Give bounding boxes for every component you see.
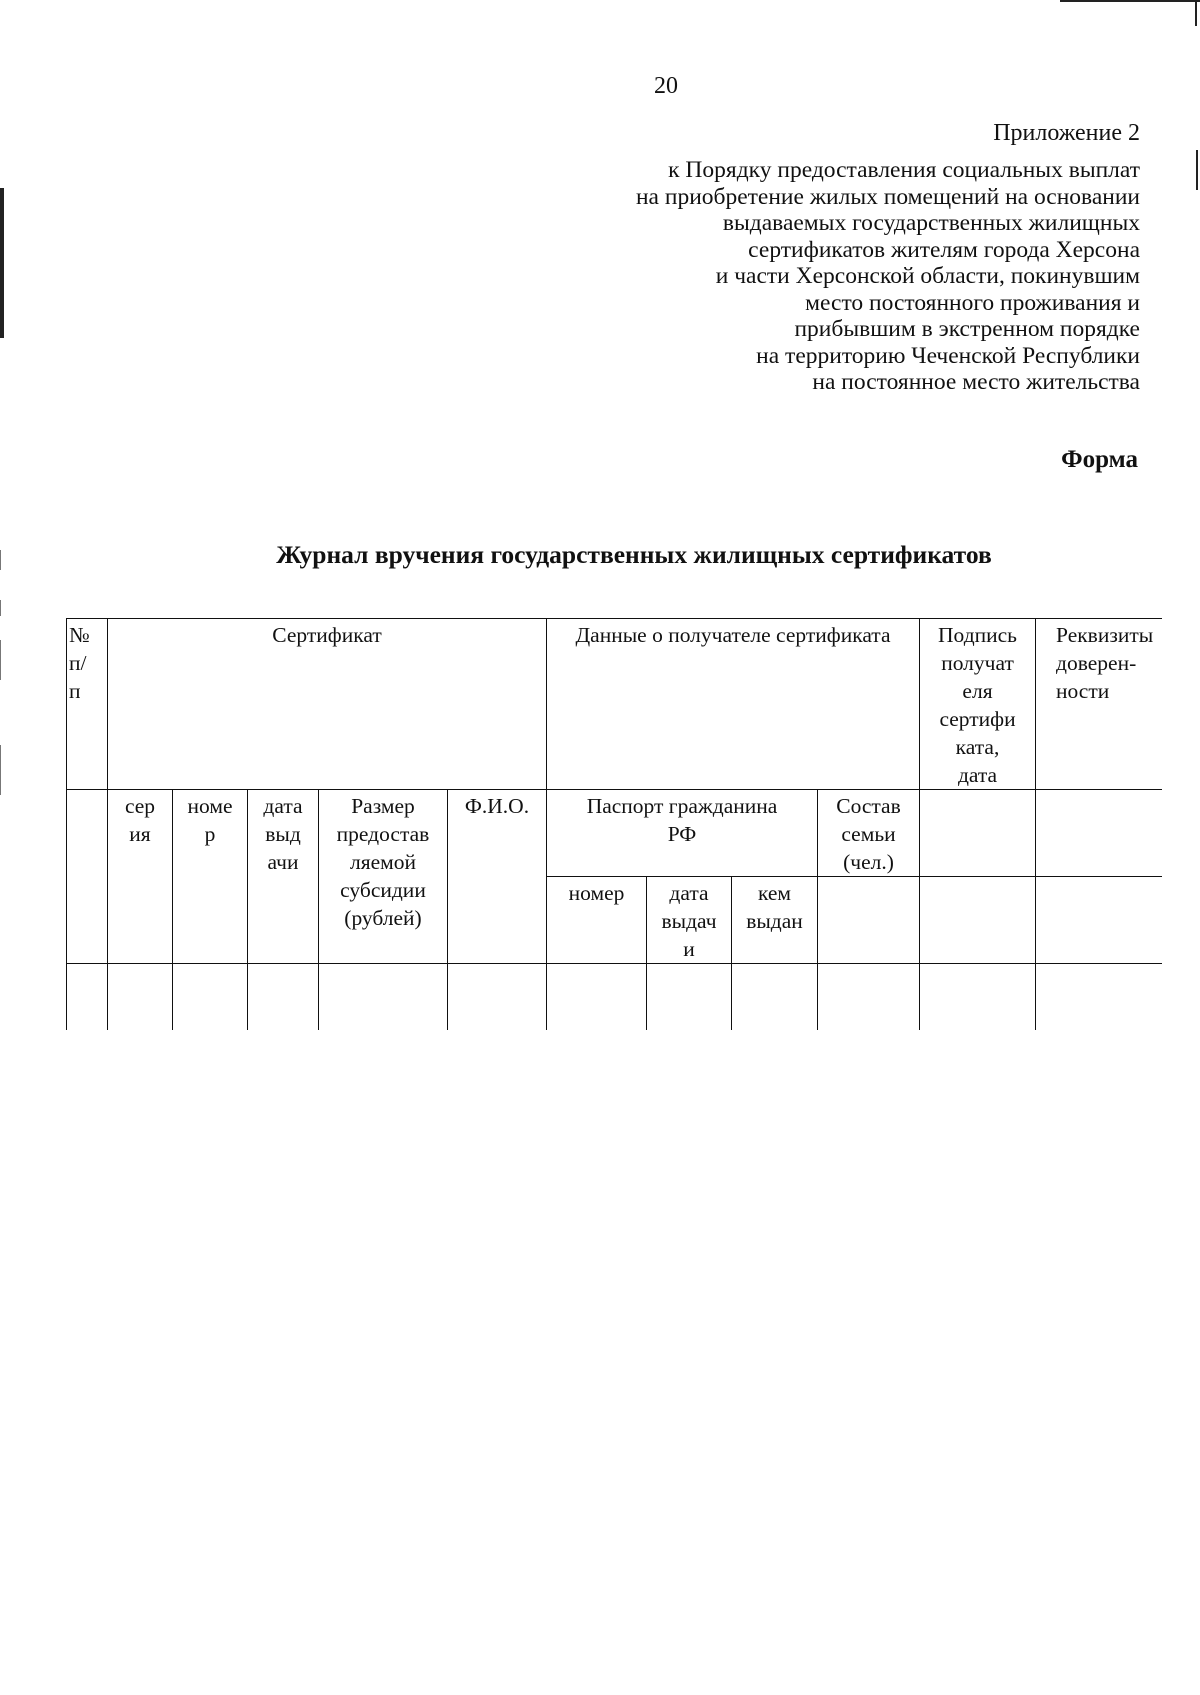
header-cell-series bbox=[108, 790, 173, 964]
header-cell-subsidy bbox=[319, 790, 448, 964]
appendix-description-line: прибывшим в экстренном порядке bbox=[794, 316, 1140, 342]
page-number: 20 bbox=[654, 73, 678, 99]
table-cell bbox=[647, 964, 732, 1031]
header-cell-issue-date bbox=[248, 790, 319, 964]
appendix-label: Приложение 2 bbox=[993, 120, 1140, 146]
table-cell bbox=[108, 964, 173, 1031]
header-cell-passport bbox=[547, 790, 818, 877]
scan-edge-mark bbox=[0, 745, 1, 795]
table-cell bbox=[248, 964, 319, 1031]
empty-cell bbox=[67, 790, 108, 964]
table-header-row bbox=[67, 619, 1163, 790]
header-text: № п/ п bbox=[69, 623, 90, 703]
appendix-description-line: на приобретение жилых помещений на основании bbox=[635, 183, 1140, 210]
header-text: Паспорт гражданина РФ bbox=[586, 794, 778, 846]
header-cell-row-number bbox=[67, 619, 108, 790]
header-cell-number bbox=[173, 790, 248, 964]
header-text: сер ия bbox=[124, 794, 156, 846]
scan-edge-mark bbox=[0, 600, 1, 616]
journal-table bbox=[66, 618, 1162, 1030]
form-label: Форма bbox=[1061, 446, 1138, 473]
table-cell bbox=[732, 964, 818, 1031]
appendix-description-line: к Порядку предоставления социальных выплат bbox=[668, 157, 1140, 183]
scan-edge-mark bbox=[0, 640, 1, 680]
header-cell-recipient-data bbox=[547, 619, 920, 790]
empty-cell bbox=[818, 877, 920, 964]
empty-cell bbox=[920, 877, 1036, 964]
scan-edge-line bbox=[1195, 0, 1197, 26]
appendix-description-line: сертификатов жителям города Херсона bbox=[748, 236, 1140, 263]
empty-cell bbox=[1036, 790, 1162, 877]
header-text: Подпись получат еля сертифи ката, дата bbox=[938, 623, 1017, 787]
table-cell bbox=[818, 964, 920, 1031]
table-cell bbox=[547, 964, 647, 1031]
header-text: Сертификат bbox=[272, 623, 382, 647]
table-cell bbox=[173, 964, 248, 1031]
scan-edge-line bbox=[1060, 0, 1200, 2]
header-text: Состав семьи (чел.) bbox=[836, 794, 901, 874]
header-cell-full-name bbox=[448, 790, 547, 964]
table-cell bbox=[1036, 964, 1162, 1031]
table-cell bbox=[319, 964, 448, 1031]
header-text: Реквизиты доверен- ности bbox=[1056, 623, 1154, 703]
header-text: дата выд ачи bbox=[263, 794, 303, 874]
table-row bbox=[67, 964, 1163, 1031]
appendix-description-line: на территорию Чеченской Республики bbox=[756, 342, 1140, 369]
header-cell-power-of-attorney bbox=[1036, 619, 1162, 790]
document-title: Журнал вручения государственных жилищных сертификатов bbox=[276, 540, 992, 569]
header-cell-passport-number bbox=[547, 877, 647, 964]
header-cell-signature bbox=[920, 619, 1036, 790]
scan-edge-mark bbox=[1196, 150, 1198, 190]
journal-table-container bbox=[66, 618, 1162, 1030]
header-cell-family bbox=[818, 790, 920, 877]
header-cell-certificate bbox=[108, 619, 547, 790]
appendix-description-line: на постоянное место жительства bbox=[812, 369, 1140, 395]
appendix-description-line: и части Херсонской области, покинувшим bbox=[715, 263, 1140, 289]
header-text: номер bbox=[568, 881, 625, 905]
table-cell bbox=[67, 964, 108, 1031]
header-cell-passport-issue-date bbox=[647, 877, 732, 964]
empty-cell bbox=[1036, 877, 1162, 964]
header-text: Размер предостав ляемой субсидии (рублей) bbox=[336, 794, 430, 930]
header-text: Ф.И.О. bbox=[464, 794, 530, 818]
appendix-description bbox=[580, 157, 1140, 396]
header-text: дата выдач и bbox=[661, 881, 717, 961]
table-header-row bbox=[67, 790, 1163, 877]
scan-binding-mark bbox=[0, 188, 4, 338]
header-cell-passport-issued-by bbox=[732, 877, 818, 964]
appendix-description-line: место постоянного проживания и bbox=[805, 289, 1140, 316]
table-cell bbox=[920, 964, 1036, 1031]
empty-cell bbox=[920, 790, 1036, 877]
appendix-description-line: выдаваемых государственных жилищных bbox=[722, 210, 1140, 236]
header-text: номе р bbox=[187, 794, 233, 846]
table-cell bbox=[448, 964, 547, 1031]
header-text: кем выдан bbox=[746, 881, 803, 933]
header-text: Данные о получателе сертификата bbox=[575, 623, 891, 647]
